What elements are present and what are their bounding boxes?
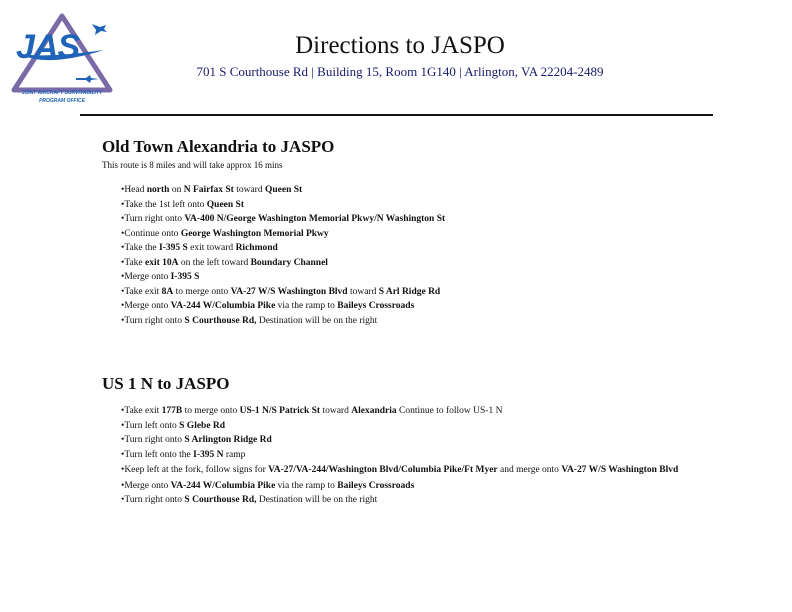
direction-step [121, 241, 445, 256]
step-text: on [169, 185, 184, 195]
direction-step [121, 256, 445, 271]
step-text: •Turn right onto [121, 214, 185, 224]
header-divider [80, 114, 713, 116]
step-highlight: VA-27/VA-244/Washington Blvd/Columbia Pike/Ft Myer [268, 465, 498, 475]
step-text: •Turn right onto [121, 315, 185, 326]
logo-subtitle-line1: JOINT AIRCRAFT SURVIVABILITY [21, 90, 103, 96]
step-text: exit toward [187, 243, 236, 253]
route-summary: This route is 8 miles and will take approx 16 mins [102, 160, 283, 170]
step-highlight: Richmond [235, 243, 278, 253]
direction-step [121, 227, 445, 242]
step-text: •Merge onto [121, 272, 171, 282]
direction-step [121, 270, 445, 285]
aircraft-icon [76, 75, 99, 83]
direction-step [121, 479, 701, 494]
step-highlight: N Fairfax St [183, 185, 234, 195]
step-text: via the ramp to [275, 301, 338, 311]
step-text: •Take exit [121, 406, 162, 416]
step-highlight: George Washington Memorial Pkwy [180, 228, 329, 239]
step-text: to merge onto [173, 286, 231, 297]
direction-step [121, 464, 701, 477]
step-text: •Continue onto [121, 228, 181, 239]
direction-step [121, 404, 701, 419]
step-highlight: VA-244 W/Columbia Pike [170, 480, 276, 491]
direction-step [121, 198, 445, 213]
step-highlight: S Courthouse Rd, [184, 495, 257, 505]
step-highlight: VA-400 N/George Washington Memorial Pkwy/N Washington St [184, 214, 446, 224]
step-text: toward [320, 406, 352, 416]
step-text: Destination will be on the right [256, 495, 378, 505]
step-highlight: 8A [161, 286, 174, 297]
direction-step [121, 419, 701, 434]
step-text: Continue to follow US-1 N [396, 406, 503, 416]
step-highlight: Boundary Channel [250, 257, 328, 268]
step-text: •Take the 1st left onto [121, 199, 207, 210]
step-highlight: VA-244 W/Columbia Pike [170, 301, 276, 311]
step-highlight: Baileys Crossroads [337, 480, 415, 491]
step-text: and merge onto [497, 465, 562, 475]
direction-step [121, 314, 445, 329]
step-highlight: I-395 S [170, 272, 200, 282]
office-address: 701 S Courthouse Rd | Building 15, Room 1G140 | Arlington, VA 22204-2489 [196, 64, 604, 79]
direction-step [121, 448, 701, 463]
step-highlight: VA-27 W/S Washington Blvd [561, 465, 679, 475]
direction-step [121, 183, 445, 198]
direction-step [121, 285, 445, 300]
step-text: •Merge onto [121, 301, 171, 311]
section-title-us1: US 1 N to JASPO [102, 374, 230, 393]
step-highlight: S Glebe Rd [179, 420, 226, 431]
step-text: •Keep left at the fork, follow signs for [121, 465, 269, 475]
step-highlight: Queen St [264, 185, 303, 195]
page-title: Directions to JASPO [295, 32, 505, 59]
step-highlight: S Courthouse Rd, [184, 315, 257, 326]
step-text: on the left toward [178, 257, 251, 268]
step-text: •Take [121, 257, 146, 268]
step-highlight: 177B [161, 406, 183, 416]
directions-list-us1 [121, 404, 701, 508]
step-highlight: VA-27 W/S Washington Blvd [230, 286, 348, 297]
step-text: Destination will be on the right [256, 315, 378, 326]
step-text: •Take exit [121, 286, 162, 297]
directions-list-old-town [121, 183, 445, 328]
step-highlight: north [146, 185, 170, 195]
step-text: via the ramp to [275, 480, 338, 491]
step-highlight: I-395 N [193, 449, 224, 460]
step-text: •Head [121, 185, 147, 195]
step-text: •Turn right onto [121, 495, 185, 505]
direction-step [121, 212, 445, 227]
direction-step [121, 433, 701, 448]
direction-step [121, 299, 445, 314]
step-highlight: US-1 N/S Patrick St [239, 406, 321, 416]
step-highlight: S Arlington Ridge Rd [184, 435, 272, 445]
step-highlight: I-395 S [159, 243, 188, 253]
step-text: toward [233, 185, 265, 195]
step-text: •Take the [121, 243, 160, 253]
step-highlight: S Arl Ridge Rd [378, 286, 441, 297]
step-text: •Turn left onto the [121, 449, 194, 460]
step-highlight: exit 10A [145, 257, 179, 268]
direction-step [121, 493, 701, 508]
step-text: toward [347, 286, 379, 297]
logo-subtitle-line2: PROGRAM OFFICE [39, 98, 85, 104]
jas-logo [6, 10, 118, 102]
section-title-old-town: Old Town Alexandria to JASPO [102, 137, 335, 156]
step-highlight: Alexandria [351, 406, 397, 416]
step-text: •Merge onto [121, 480, 171, 491]
step-text: to merge onto [182, 406, 240, 416]
step-highlight: Queen St [206, 199, 244, 210]
logo-brand-text: JAS [16, 28, 80, 66]
step-highlight: Baileys Crossroads [337, 301, 415, 311]
step-text: •Turn right onto [121, 435, 185, 445]
step-text: ramp [223, 449, 246, 460]
step-text: •Turn left onto [121, 420, 180, 431]
